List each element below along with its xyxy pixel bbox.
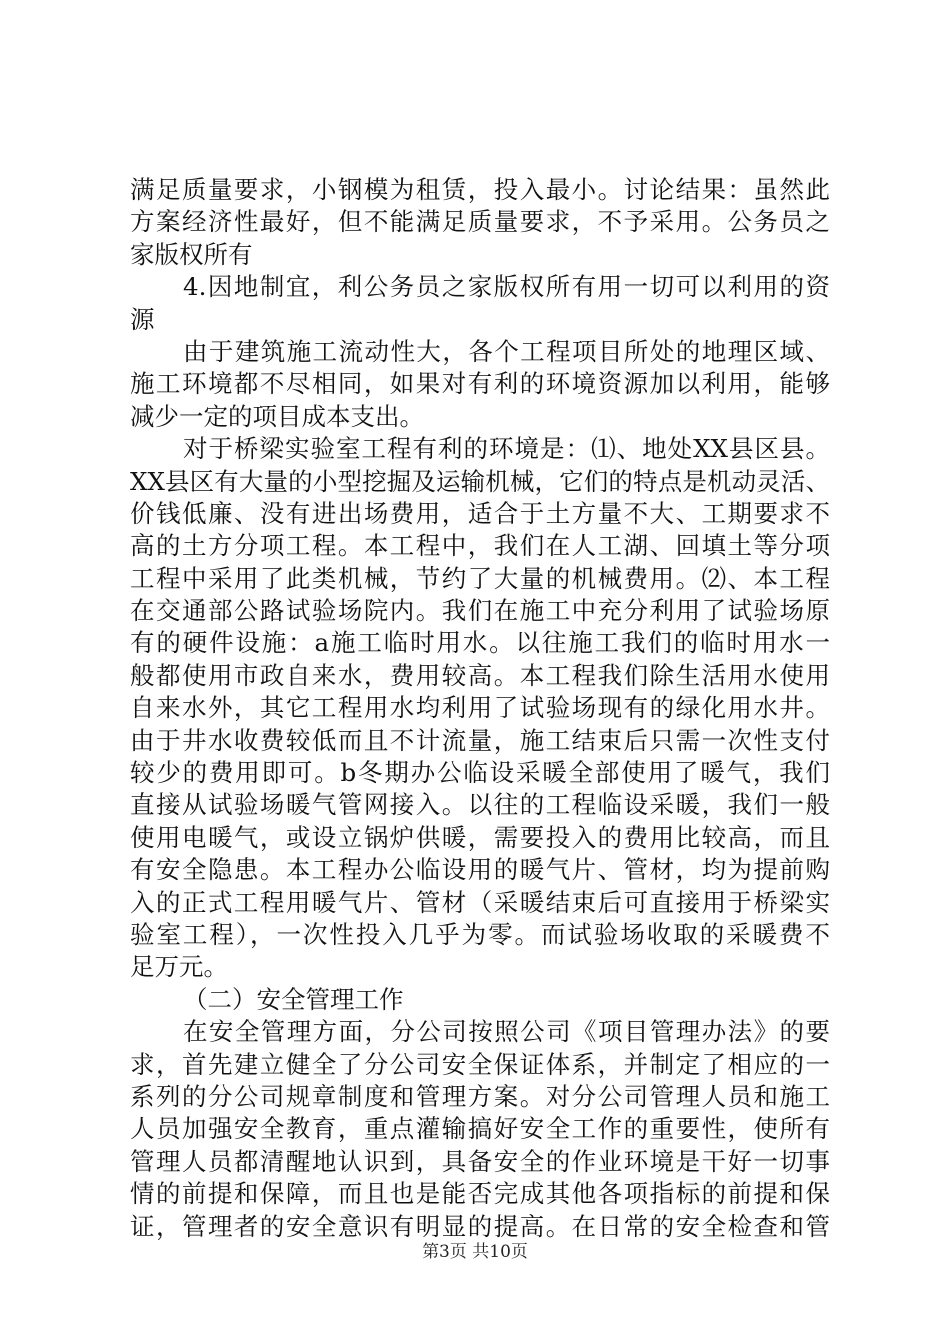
text-line: 工程中采用了此类机械，节约了大量的机械费用。⑵、本工程 bbox=[130, 563, 830, 593]
text-line: 满足质量要求，小钢模为租赁，投入最小。讨论结果：虽然此 bbox=[130, 175, 830, 204]
text-line: 在交通部公路试验场院内。我们在施工中充分利用了试验场原 bbox=[130, 596, 830, 626]
text-line: 4.因地制宜，利公务员之家版权所有用一切可以利用的资 bbox=[183, 272, 830, 302]
text-line: XX县区有大量的小型挖掘及运输机械，它们的特点是机动灵活、 bbox=[130, 466, 830, 496]
text-line: 人员加强安全教育，重点灌输搞好安全工作的重要性，使所有 bbox=[130, 1114, 830, 1144]
text-line: 源 bbox=[130, 304, 155, 334]
text-line: 管理人员都清醒地认识到，具备安全的作业环境是干好一切事 bbox=[130, 1146, 830, 1176]
text-line: （二）安全管理工作 bbox=[183, 984, 404, 1014]
text-line: 施工环境都不尽相同，如果对有利的环境资源加以利用，能够 bbox=[130, 369, 830, 399]
text-line: 方案经济性最好，但不能满足质量要求，不予采用。公务员之 bbox=[130, 207, 830, 237]
text-line: 有安全隐患。本工程办公临设用的暖气片、管材，均为提前购 bbox=[130, 855, 830, 885]
text-line: 证，管理者的安全意识有明显的提高。在日常的安全检查和管 bbox=[130, 1211, 830, 1241]
text-line: 由于建筑施工流动性大，各个工程项目所处的地理区域、 bbox=[183, 336, 830, 366]
document-body bbox=[130, 174, 830, 1243]
text-line: 减少一定的项目成本支出。 bbox=[130, 401, 424, 431]
text-line: 入的正式工程用暖气片、管材（采暖结束后可直接用于桥梁实 bbox=[130, 887, 830, 917]
text-line: 系列的分公司规章制度和管理方案。对分公司管理人员和施工 bbox=[130, 1081, 830, 1111]
text-line: 自来水外，其它工程用水均利用了试验场现有的绿化用水井。 bbox=[130, 693, 830, 723]
text-line: 价钱低廉、没有进出场费用，适合于土方量不大、工期要求不 bbox=[130, 498, 830, 528]
text-line: 由于井水收费较低而且不计流量，施工结束后只需一次性支付 bbox=[130, 725, 830, 755]
text-line: 对于桥梁实验室工程有利的环境是：⑴、地处XX县区县。 bbox=[183, 434, 830, 464]
page-number-footer: 第3页 共10页 bbox=[422, 1242, 528, 1262]
text-line: 验室工程），一次性投入几乎为零。而试验场收取的采暖费不 bbox=[130, 919, 830, 949]
text-line: 使用电暖气，或设立锅炉供暖，需要投入的费用比较高，而且 bbox=[130, 822, 830, 852]
text-line: 较少的费用即可。b冬期办公临设采暖全部使用了暖气，我们 bbox=[130, 758, 830, 788]
text-line: 般都使用市政自来水，费用较高。本工程我们除生活用水使用 bbox=[130, 660, 830, 690]
text-line: 高的土方分项工程。本工程中，我们在人工湖、回填土等分项 bbox=[130, 531, 830, 561]
text-line: 求，首先建立健全了分公司安全保证体系，并制定了相应的一 bbox=[130, 1049, 830, 1079]
text-line: 家版权所有 bbox=[130, 239, 253, 269]
text-line: 情的前提和保障，而且也是能否完成其他各项指标的前提和保 bbox=[130, 1179, 830, 1209]
text-line: 足万元。 bbox=[130, 952, 228, 982]
text-line: 直接从试验场暖气管网接入。以往的工程临设采暖，我们一般 bbox=[130, 790, 830, 820]
text-line: 有的硬件设施：a施工临时用水。以往施工我们的临时用水一 bbox=[130, 628, 830, 658]
text-line: 在安全管理方面，分公司按照公司《项目管理办法》的要 bbox=[183, 1017, 830, 1047]
